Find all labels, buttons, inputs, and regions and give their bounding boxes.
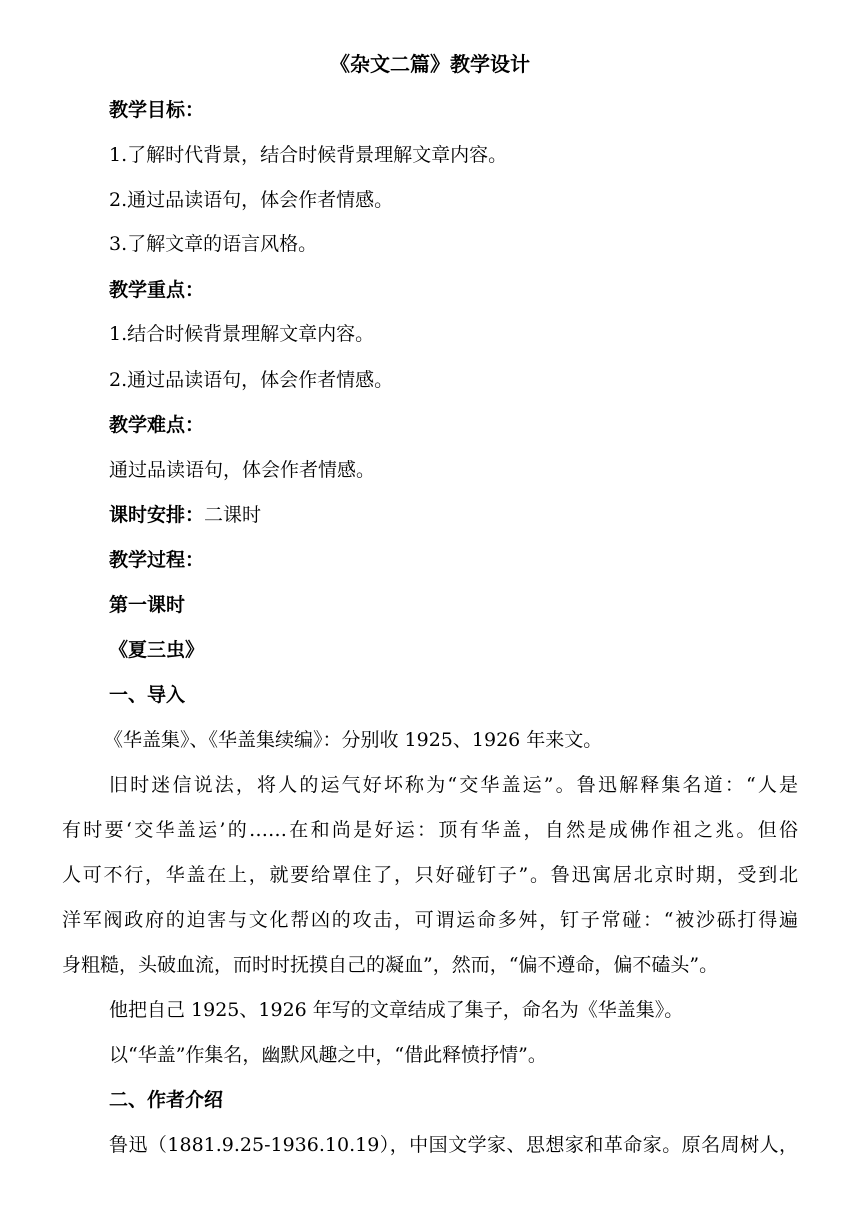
- section2-paragraph-line: 鲁迅（1881.9.25-1936.10.19），中国文学家、思想家和革命家。原名周树人，: [109, 1134, 798, 1156]
- difficulties-text: 通过品读语句，体会作者情感。: [109, 459, 376, 481]
- process-heading: 教学过程：: [109, 549, 205, 571]
- section2-heading: 二、作者介绍: [109, 1089, 224, 1111]
- section1-paragraph-line: 洋军阀政府的迫害与文化帮凶的攻击，可谓运命多舛，钉子常碰：“被沙砾打得遍: [62, 909, 798, 931]
- key-points-heading: 教学重点：: [109, 279, 205, 301]
- document-title: 《杂文二篇》教学设计: [330, 52, 530, 76]
- schedule-value: 二课时: [204, 504, 262, 526]
- objective-item: 3.了解文章的语言风格。: [109, 233, 318, 255]
- section1-paragraph-line: 人可不行，华盖在上，就要给罩住了，只好碰钉子”。鲁迅寓居北京时期，受到北: [62, 864, 798, 886]
- section1-paragraph: 《华盖集》、《华盖集续编》：分别收 1925、1926 年来文。: [104, 729, 603, 751]
- schedule-line: [0, 501, 860, 529]
- difficulties-heading: 教学难点：: [109, 414, 205, 436]
- section1-paragraph: 他把自己 1925、1926 年写的文章结成了集子，命名为《华盖集》。: [109, 999, 684, 1021]
- section1-heading: 一、导入: [109, 684, 186, 706]
- key-point-item: 2.通过品读语句，体会作者情感。: [109, 369, 394, 391]
- text-title: 《夏三虫》: [109, 639, 205, 661]
- section1-paragraph-line: 有时要‘交华盖运’的……在和尚是好运：顶有华盖，自然是成佛作祖之兆。但俗: [62, 819, 798, 841]
- section1-paragraph-line: 旧时迷信说法，将人的运气好坏称为“交华盖运”。鲁迅解释集名道：“人是: [109, 774, 798, 796]
- key-point-item: 1.结合时候背景理解文章内容。: [109, 323, 375, 345]
- section1-paragraph: 以“华盖”作集名，幽默风趣之中，“借此释愤抒情”。: [109, 1044, 547, 1066]
- lesson-heading: 第一课时: [109, 594, 186, 616]
- objective-item: 2.通过品读语句，体会作者情感。: [109, 189, 394, 211]
- objective-item: 1.了解时代背景，结合时候背景理解文章内容。: [109, 144, 508, 166]
- schedule-label: 课时安排：: [109, 504, 205, 526]
- section1-paragraph-line: 身粗糙，头破血流，而时时抚摸自己的凝血”，然而，“偏不遵命，偏不磕头”。: [62, 954, 719, 976]
- objectives-heading: 教学目标：: [109, 99, 205, 121]
